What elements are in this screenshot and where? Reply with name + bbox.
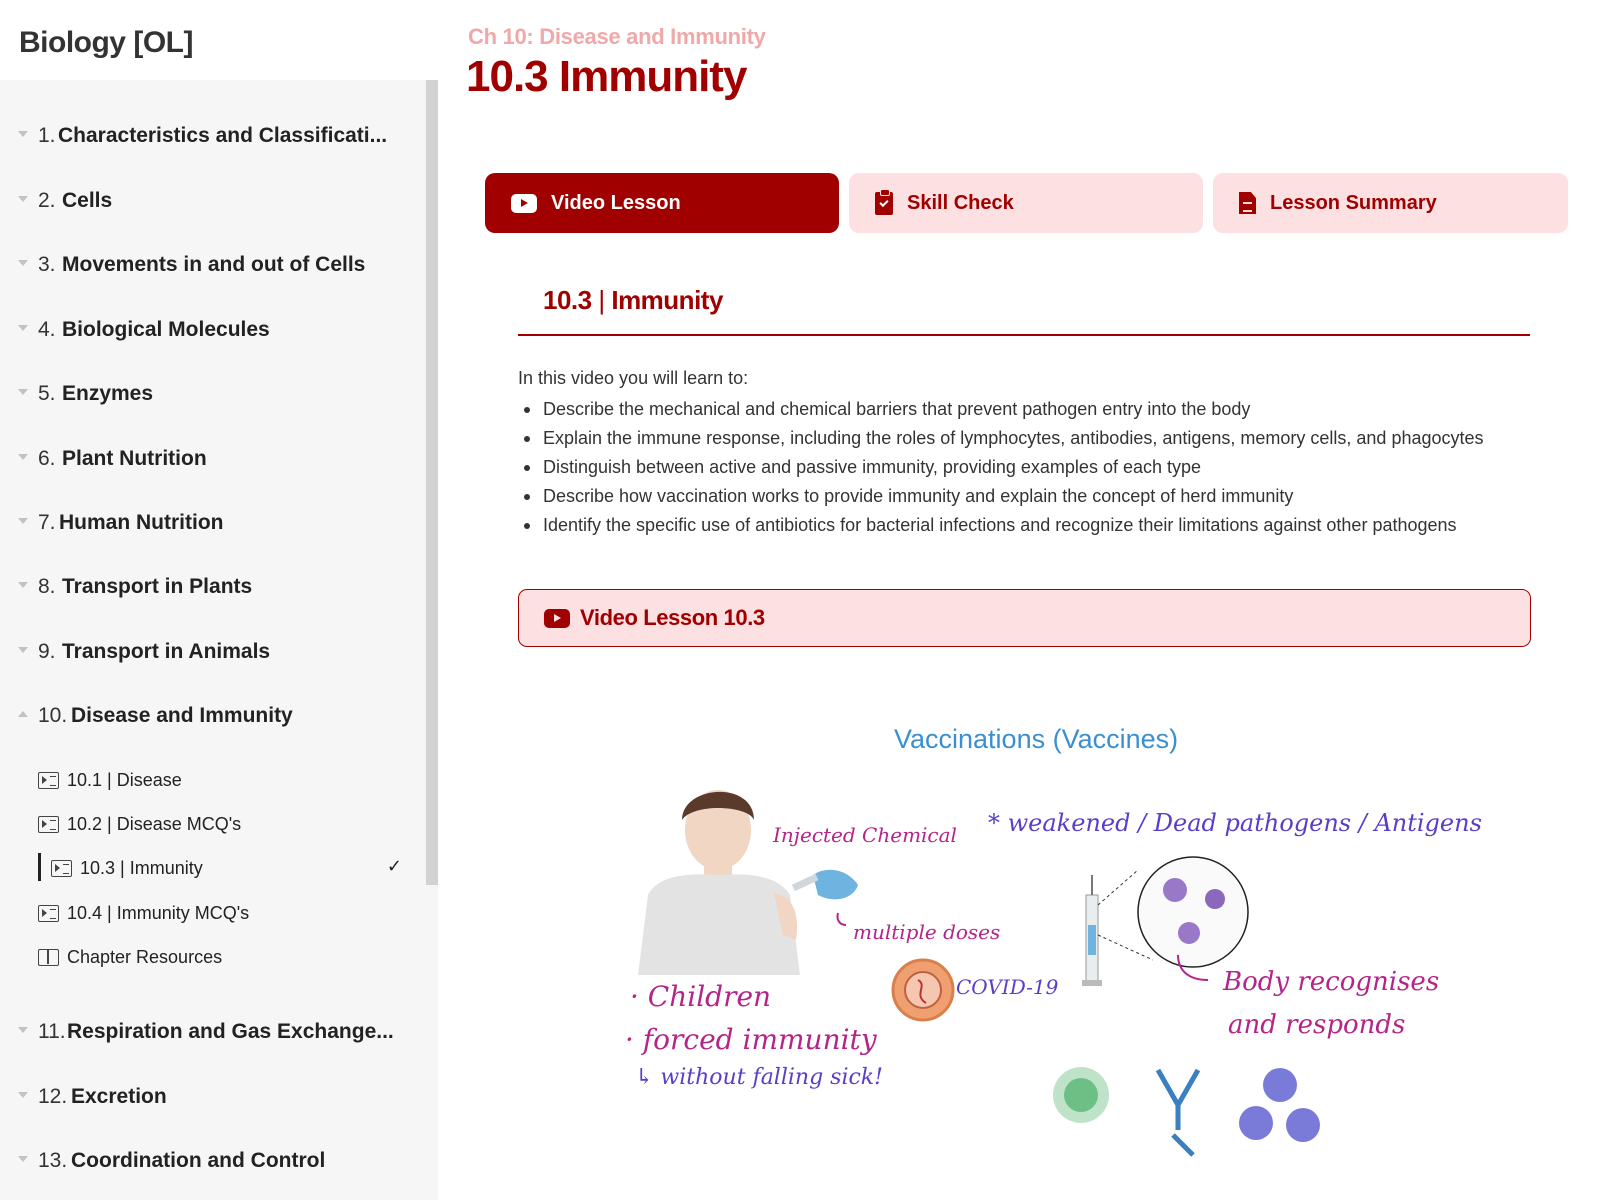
sidebar-lesson-10-3[interactable]	[38, 852, 418, 884]
caret-up-icon	[18, 711, 28, 717]
objective-item: Describe the mechanical and chemical barriers that prevent pathogen entry into the body	[518, 396, 1578, 425]
note-multiple-doses: multiple doses	[853, 920, 1001, 944]
chapter-number: 4.	[38, 318, 56, 341]
objective-item: Explain the immune response, including the roles of lymphocytes, antibodies, antigens, memory cells, and phagocytes	[518, 425, 1578, 454]
youtube-icon	[511, 194, 537, 213]
caret-down-icon	[18, 389, 28, 395]
lesson-label: 10.4 | Immunity MCQ's	[67, 902, 250, 923]
caret-down-icon	[18, 325, 28, 331]
magnified-view	[1098, 857, 1248, 967]
caret-down-icon	[18, 518, 28, 524]
gloved-hand	[792, 870, 858, 900]
chapter-number: 3.	[38, 253, 56, 276]
chapter-label: Human Nutrition	[59, 511, 224, 534]
chapter-number: 6.	[38, 447, 56, 470]
sidebar-lesson-10-4[interactable]	[38, 897, 418, 929]
tab-video-lesson[interactable]	[485, 173, 839, 233]
immune-cells	[1053, 1067, 1320, 1155]
objectives-intro: In this video you will learn to:	[518, 368, 749, 388]
person-figure	[638, 790, 800, 975]
syringe	[1082, 875, 1102, 986]
tab-label: Video Lesson	[551, 191, 681, 214]
sidebar-chapter-9[interactable]	[0, 632, 420, 672]
sidebar-chapter-13[interactable]	[0, 1141, 420, 1181]
chapter-number: 10.	[38, 704, 68, 727]
sidebar-chapter-3[interactable]	[0, 245, 420, 285]
note-without-falling-sick: ↳ without falling sick!	[635, 1065, 883, 1090]
sidebar-chapter-5[interactable]	[0, 374, 420, 414]
caret-down-icon	[18, 1092, 28, 1098]
chapter-label: Enzymes	[62, 382, 154, 405]
book-icon	[38, 949, 59, 966]
video-lesson-label: Video Lesson 10.3	[580, 605, 765, 630]
active-indicator	[38, 853, 41, 881]
objective-item: Identify the specific use of antibiotics for bacterial infections and recognize their limitations against other pathogens	[518, 512, 1578, 541]
section-name: Immunity	[611, 285, 723, 315]
note-forced-immunity: · forced immunity	[625, 1023, 877, 1056]
caret-down-icon	[18, 196, 28, 202]
objective-item: Describe how vaccination works to provide immunity and explain the concept of herd immunity	[518, 483, 1578, 512]
sidebar-chapter-4[interactable]	[0, 310, 420, 350]
sidebar-chapter-2[interactable]	[0, 181, 420, 221]
note-covid-19: COVID-19	[956, 975, 1059, 999]
section-separator: |	[598, 285, 605, 315]
chapter-number: 7.	[38, 511, 56, 534]
page-title: 10.3 Immunity	[466, 52, 747, 101]
chapter-label: Respiration and Gas Exchange...	[67, 1020, 394, 1043]
chapter-label: Cells	[62, 189, 113, 212]
brand-header	[0, 0, 438, 80]
learning-objectives	[518, 396, 1578, 541]
chapter-number: 12.	[38, 1085, 68, 1108]
chapter-number: 5.	[38, 382, 56, 405]
chapter-label: Transport in Plants	[62, 575, 253, 598]
main-content	[438, 0, 1603, 1200]
lesson-label: 10.2 | Disease MCQ's	[67, 813, 242, 834]
tab-label: Skill Check	[907, 191, 1014, 214]
note-and-responds: and responds	[1228, 1010, 1406, 1040]
chapter-label: Plant Nutrition	[62, 447, 207, 470]
sidebar-chapter-12[interactable]	[0, 1077, 420, 1117]
sidebar-lesson-10-2[interactable]	[38, 808, 418, 840]
chapter-number: 8.	[38, 575, 56, 598]
lesson-label: Chapter Resources	[67, 946, 223, 967]
tab-skill-check[interactable]	[849, 173, 1203, 233]
covid-virus	[893, 960, 953, 1020]
section-title	[543, 285, 723, 316]
sidebar-chapter-7[interactable]	[0, 503, 420, 543]
checkmark-icon: ✓	[386, 856, 402, 876]
illustration-title: Vaccinations (Vaccines)	[894, 724, 1179, 754]
sidebar-scrollbar-thumb[interactable]	[426, 80, 438, 885]
section-divider	[518, 334, 1530, 336]
chapter-eyebrow: Ch 10: Disease and Immunity	[468, 24, 766, 49]
caret-down-icon	[18, 1027, 28, 1033]
sidebar-chapter-8[interactable]	[0, 567, 420, 607]
chapter-number: 1.	[38, 124, 56, 147]
tab-label: Lesson Summary	[1270, 191, 1437, 214]
chapter-label: Biological Molecules	[62, 318, 270, 341]
chapter-number: 13.	[38, 1149, 68, 1172]
video-lesson-icon	[51, 860, 72, 877]
sidebar-chapter-1[interactable]	[0, 116, 420, 156]
note-body-recognises: Body recognises	[1223, 967, 1440, 997]
sidebar-chapter-resources[interactable]	[38, 941, 418, 973]
sidebar	[0, 0, 438, 1200]
caret-down-icon	[18, 131, 28, 137]
caret-down-icon	[18, 647, 28, 653]
caret-down-icon	[18, 260, 28, 266]
sidebar-chapter-10[interactable]	[0, 696, 420, 736]
caret-down-icon	[18, 582, 28, 588]
note-injected-chemical: Injected Chemical	[773, 823, 957, 847]
note-children: · Children	[630, 980, 772, 1013]
caret-down-icon	[18, 454, 28, 460]
sidebar-lesson-10-1[interactable]	[38, 764, 418, 796]
chapter-label: Coordination and Control	[71, 1149, 326, 1172]
lesson-label: 10.3 | Immunity	[80, 857, 203, 878]
video-thumbnail[interactable]	[578, 775, 1498, 1200]
tab-lesson-summary[interactable]	[1213, 173, 1568, 233]
chapter-number: 11.	[38, 1020, 66, 1043]
video-lesson-icon	[38, 905, 59, 922]
sidebar-chapter-6[interactable]	[0, 439, 420, 479]
chapter-label: Disease and Immunity	[71, 704, 293, 727]
chapter-label: Transport in Animals	[62, 640, 271, 663]
youtube-icon	[544, 609, 570, 628]
chapter-label: Characteristics and Classificati...	[58, 124, 388, 147]
document-icon	[1239, 192, 1256, 214]
chapter-label: Excretion	[71, 1085, 167, 1108]
video-lesson-accordion[interactable]	[518, 589, 1531, 647]
lesson-label: 10.1 | Disease	[67, 769, 182, 790]
course-title[interactable]: Biology [OL]	[19, 26, 193, 59]
chapter-number: 2.	[38, 189, 56, 212]
note-weakened-pathogens: * weakened / Dead pathogens / Antigens	[988, 809, 1482, 837]
clipboard-check-icon	[875, 192, 893, 215]
chapter-label: Movements in and out of Cells	[62, 253, 366, 276]
caret-down-icon	[18, 1156, 28, 1162]
sidebar-chapter-11[interactable]	[0, 1012, 420, 1052]
video-lesson-icon	[38, 816, 59, 833]
video-lesson-icon	[38, 772, 59, 789]
section-number: 10.3	[543, 285, 592, 315]
chapter-number: 9.	[38, 640, 56, 663]
objective-item: Distinguish between active and passive immunity, providing examples of each type	[518, 454, 1578, 483]
